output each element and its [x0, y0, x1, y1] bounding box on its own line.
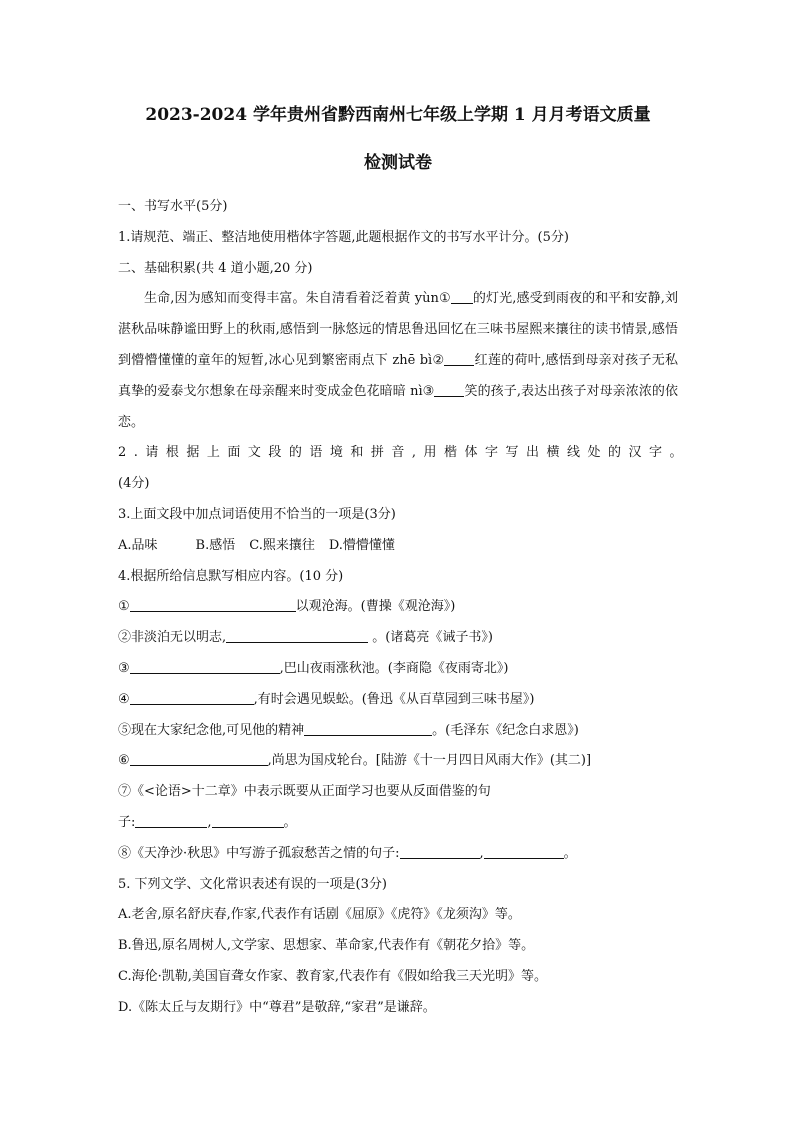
- q4-blank-4[interactable]: [130, 690, 254, 705]
- exam-title-line2: 检测试卷: [364, 153, 432, 173]
- q4-item-1: [118, 592, 678, 623]
- q4-blank-1[interactable]: [130, 597, 296, 612]
- reading-passage: [118, 284, 678, 438]
- section2-heading: 二、基础积累(共 4 道小题,20 分): [118, 260, 313, 276]
- q4-blank-7b[interactable]: [212, 813, 284, 828]
- question-2-line2: (4分): [118, 476, 150, 492]
- q4-item-3-pre: ③: [118, 660, 130, 676]
- q4-blank-8b[interactable]: [484, 844, 564, 859]
- q4-blank-2[interactable]: [226, 628, 368, 643]
- question-2-line1: 2.请根据上面文段的语境和拼音,用楷体字写出横线处的汉字。: [118, 445, 691, 461]
- q3-option-a[interactable]: A.品味: [118, 537, 158, 553]
- q4-item-2-post: 。(诸葛亮《诫子书》): [368, 630, 493, 646]
- section1-heading: 一、书写水平(5分): [118, 199, 228, 214]
- q4-item-3: [118, 654, 678, 685]
- q4-blank-7a[interactable]: [135, 813, 207, 828]
- q4-item-2-pre: ②非淡泊无以明志,: [118, 630, 227, 646]
- question-3-options: [118, 531, 678, 562]
- q4-item-4-pre: ④: [118, 691, 130, 707]
- q4-item-4-post: ,有时会遇见蜈蚣。(鲁迅《从百草园到三味书屋》): [253, 691, 535, 707]
- q3-option-c[interactable]: C.熙来攘往: [249, 537, 315, 553]
- q4-blank-6[interactable]: [130, 751, 268, 766]
- question-5-stem: 5. 下列文学、文化常识表述有误的一项是(3分): [118, 876, 387, 892]
- q4-item-3-post: ,巴山夜雨涨秋池。(李商隐《夜雨寄北》): [279, 660, 509, 676]
- q4-item-8-sep: ,: [479, 845, 484, 861]
- q4-item-7-line1: ⑦《<论语>十二章》中表示既要从正面学习也要从反面借鉴的句: [118, 784, 491, 800]
- q4-item-4: [118, 685, 678, 716]
- question-4-stem: 4.根据所给信息默写相应内容。(10 分): [118, 568, 344, 584]
- passage-part1: 生命,因为感知而变得丰富。朱自清看着泛着黄 yùn①: [144, 291, 451, 307]
- q4-item-7-sep: ,: [207, 814, 212, 830]
- q5-option-c[interactable]: C.海伦·凯勒,美国盲聋女作家、教育家,代表作有《假如给我三天光明》等。: [118, 968, 548, 984]
- q4-item-5-post: 。(毛泽东《纪念白求恩》): [432, 722, 579, 738]
- answer-blank-1[interactable]: [451, 289, 473, 304]
- passage-part3: 红莲的荷叶,感悟到母亲对孩子无私真挚的爱泰戈尔想象在母亲醒来时变成金色花暗暗 nì③: [118, 352, 678, 399]
- q4-item-5: [118, 716, 678, 747]
- passage-part4: 笑的孩子,表达出孩子对母亲浓浓的依恋。: [118, 383, 678, 430]
- q4-item-5-pre: ⑤现在大家纪念他,可见他的精神: [118, 722, 305, 738]
- q3-option-b[interactable]: B.感悟: [195, 537, 236, 553]
- q4-item-1-pre: ①: [118, 599, 130, 615]
- exam-title-line1: 2023-2024 学年贵州省黔西南州七年级上学期 1 月月考语文质量: [145, 105, 651, 125]
- q4-item-6-pre: ⑥: [118, 753, 130, 769]
- q4-blank-5[interactable]: [304, 721, 432, 736]
- q5-option-b[interactable]: B.鲁迅,原名周树人,文学家、思想家、革命家,代表作有《朝花夕拾》等。: [118, 938, 535, 954]
- q4-item-1-post: 以观沧海。(曹操《观沧海》): [295, 599, 456, 615]
- answer-blank-3[interactable]: [434, 382, 464, 397]
- q3-option-d[interactable]: D.懵懵懂懂: [328, 537, 395, 553]
- q4-item-8: [118, 839, 678, 870]
- answer-blank-2[interactable]: [444, 351, 474, 366]
- q4-item-8-pre: ⑧《天净沙·秋思》中写游子孤寂愁苦之情的句子:: [118, 845, 400, 861]
- q4-item-6: [118, 746, 678, 777]
- q4-item-7-line2: [118, 808, 678, 839]
- question-1: 1.请规范、端正、整洁地使用楷体字答题,此题根据作文的书写水平计分。(5分): [118, 229, 569, 245]
- q4-item-2: [118, 623, 678, 654]
- q4-blank-3[interactable]: [130, 659, 280, 674]
- q4-item-7-pre: 子:: [118, 814, 136, 830]
- question-3-stem: 3.上面文段中加点词语使用不恰当的一项是(3分): [118, 506, 396, 522]
- q5-option-a[interactable]: A.老舍,原名舒庆春,作家,代表作有话剧《屈原》《虎符》《龙须沟》等。: [118, 907, 521, 923]
- q4-item-6-post: ,尚思为国戍轮台。[陆游《十一月四日风雨大作》(其二)]: [267, 753, 592, 769]
- q5-option-d[interactable]: D.《陈太丘与友期行》中“尊君”是敬辞,“家君”是谦辞。: [118, 999, 436, 1015]
- q4-blank-8a[interactable]: [400, 844, 480, 859]
- q4-item-7-end: 。: [283, 814, 297, 830]
- q4-item-8-end: 。: [563, 845, 577, 861]
- exam-page: [118, 100, 691, 1024]
- passage-part2: 的灯光,感受到雨夜的和平和安静,刘湛秋品味静谧田野上的秋雨,感悟到一脉悠远的情思鲁迅回忆在三味书屋熙来攘往的读书情景,感悟到懵懵懂懂的童年的短暂,冰心见到繁密雨点下 zhē bì②: [118, 291, 679, 368]
